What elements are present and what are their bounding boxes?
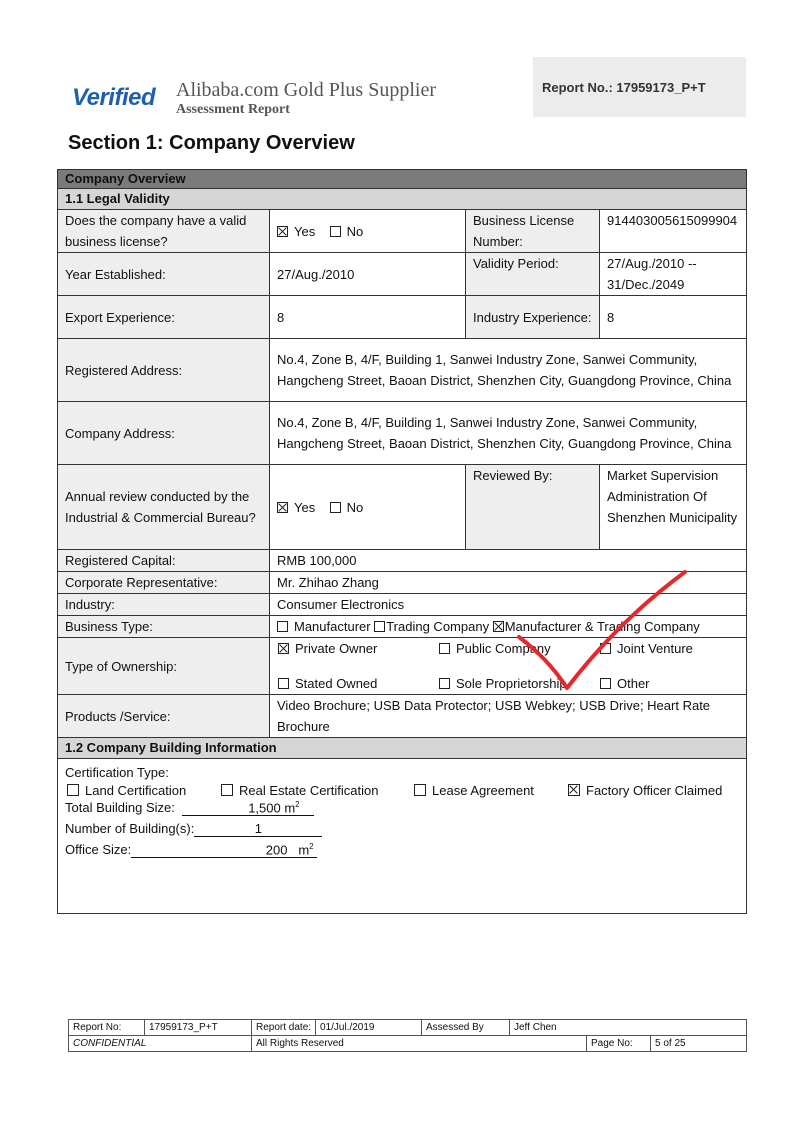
checkbox-icon[interactable] xyxy=(414,784,426,796)
office-size-value: 200 m xyxy=(265,842,310,857)
superscript: 2 xyxy=(295,799,300,809)
building-info-heading: 1.2 Company Building Information xyxy=(58,738,747,759)
total-building-size-label: Total Building Size: xyxy=(65,800,175,815)
year-established-label: Year Established: xyxy=(58,253,270,296)
business-type-options xyxy=(270,616,747,638)
checkbox-checked-icon[interactable] xyxy=(493,621,504,632)
reviewed-by-value: Market Supervision Administration Of Shenzhen Municipality xyxy=(600,465,747,550)
business-license-value: 914403005615099904 xyxy=(600,210,747,253)
joint-venture-label: Joint Venture xyxy=(617,641,693,656)
footer-table xyxy=(68,1019,747,1052)
industry-experience-label: Industry Experience: xyxy=(466,296,600,339)
industry-experience-value: 8 xyxy=(600,296,747,339)
registered-address-value: No.4, Zone B, 4/F, Building 1, Sanwei Industry Zone, Sanwei Community, Hangcheng Street, Baoan District, Shenzhen City, Guangdong Province, China xyxy=(270,339,747,402)
industry-label: Industry: xyxy=(58,594,270,616)
office-size-label: Office Size: xyxy=(65,842,132,857)
yes-label: Yes xyxy=(294,223,316,239)
building-info-body xyxy=(58,759,747,914)
table-row xyxy=(58,210,747,253)
business-type-label: Business Type: xyxy=(58,616,270,638)
table-row xyxy=(58,550,747,572)
table-row xyxy=(58,638,747,695)
checkbox-checked-icon[interactable] xyxy=(278,643,289,654)
checkbox-icon[interactable] xyxy=(439,678,450,689)
table-row xyxy=(58,594,747,616)
table-row xyxy=(58,402,747,465)
ownership-options xyxy=(270,638,747,695)
validity-period-label: Validity Period: xyxy=(466,253,600,296)
legal-validity-row xyxy=(58,189,747,210)
license-question: Does the company have a valid business license? xyxy=(58,210,270,253)
total-building-size-value: 1,500 m xyxy=(248,800,296,815)
table-row xyxy=(58,465,747,550)
year-established-value: 27/Aug./2010 xyxy=(270,253,466,296)
report-number: Report No.: 17959173_P+T xyxy=(542,80,706,95)
company-overview-table xyxy=(57,169,747,914)
checkbox-icon[interactable] xyxy=(439,643,450,654)
lease-agreement-label: Lease Agreement xyxy=(432,783,534,798)
footer-page-value: 5 of 25 xyxy=(651,1036,747,1052)
products-label: Products /Service: xyxy=(58,695,270,738)
footer-assessed-value: Jeff Chen xyxy=(510,1020,747,1036)
footer-report-no-label: Report No: xyxy=(69,1020,145,1036)
table-row xyxy=(58,296,747,339)
no-label: No xyxy=(346,499,364,515)
ownership-label: Type of Ownership: xyxy=(58,638,270,695)
state-owned-label: Stated Owned xyxy=(295,676,378,691)
checkbox-checked-icon[interactable] xyxy=(277,226,288,237)
checkbox-checked-icon[interactable] xyxy=(568,784,580,796)
checkbox-icon[interactable] xyxy=(330,226,341,237)
report-number-box xyxy=(533,57,746,117)
checkbox-checked-icon[interactable] xyxy=(277,502,288,513)
corporate-representative-label: Corporate Representative: xyxy=(58,572,270,594)
checkbox-icon[interactable] xyxy=(600,643,611,654)
checkbox-icon[interactable] xyxy=(374,621,385,632)
section-title: Section 1: Company Overview xyxy=(68,132,355,154)
table-row xyxy=(58,572,747,594)
company-address-label: Company Address: xyxy=(58,402,270,465)
legal-validity-heading: 1.1 Legal Validity xyxy=(58,189,747,210)
footer-assessed-label: Assessed By xyxy=(422,1020,510,1036)
table-row xyxy=(58,339,747,402)
business-license-label: Business License Number: xyxy=(466,210,600,253)
factory-officer-claimed-label: Factory Officer Claimed xyxy=(586,783,723,798)
real-estate-certification-label: Real Estate Certification xyxy=(239,783,379,798)
land-certification-label: Land Certification xyxy=(85,783,187,798)
table-row xyxy=(58,616,747,638)
company-address-value: No.4, Zone B, 4/F, Building 1, Sanwei Industry Zone, Sanwei Community, Hangcheng Street, Baoan District, Shenzhen City, Guangdong Province, China xyxy=(270,402,747,465)
trading-company-label: Trading Company xyxy=(386,619,490,634)
checkbox-icon[interactable] xyxy=(330,502,341,513)
products-value: Video Brochure; USB Data Protector; USB Webkey; USB Drive; Heart Rate Brochure xyxy=(270,695,747,738)
industry-value: Consumer Electronics xyxy=(270,594,747,616)
checkbox-icon[interactable] xyxy=(221,784,233,796)
certification-type-label: Certification Type: xyxy=(65,765,169,780)
checkbox-icon[interactable] xyxy=(277,621,288,632)
no-label: No xyxy=(346,223,364,239)
export-experience-value: 8 xyxy=(270,296,466,339)
manufacturer-trading-label: Manufacturer & Trading Company xyxy=(504,619,700,634)
license-answer xyxy=(270,210,466,253)
registered-capital-value: RMB 100,000 xyxy=(270,550,747,572)
table-row xyxy=(58,759,747,914)
footer-report-date-label: Report date: xyxy=(252,1020,316,1036)
registered-address-label: Registered Address: xyxy=(58,339,270,402)
footer-row xyxy=(69,1036,747,1052)
checkbox-icon[interactable] xyxy=(600,678,611,689)
number-of-buildings-value: 1 xyxy=(254,821,262,836)
header-title: Alibaba.com Gold Plus Supplier xyxy=(176,79,436,101)
checkbox-icon[interactable] xyxy=(278,678,289,689)
footer-confidential: CONFIDENTIAL xyxy=(69,1036,252,1052)
export-experience-label: Export Experience: xyxy=(58,296,270,339)
private-owner-label: Private Owner xyxy=(295,641,378,656)
validity-period-value: 27/Aug./2010 -- 31/Dec./2049 xyxy=(600,253,747,296)
table-row xyxy=(58,695,747,738)
corporate-representative-value: Mr. Zhihao Zhang xyxy=(270,572,747,594)
table-header-row xyxy=(58,170,747,189)
table-header: Company Overview xyxy=(58,170,747,189)
verified-logo: Verified xyxy=(72,84,156,111)
footer-report-no-value: 17959173_P+T xyxy=(145,1020,252,1036)
building-info-row xyxy=(58,738,747,759)
table-row xyxy=(58,253,747,296)
yes-label: Yes xyxy=(294,499,316,515)
other-label: Other xyxy=(617,676,650,691)
annual-review-label: Annual review conducted by the Industrial & Commercial Bureau? xyxy=(58,465,270,550)
sole-proprietorship-label: Sole Proprietorship xyxy=(456,676,567,691)
annual-review-answer xyxy=(270,465,466,550)
superscript: 2 xyxy=(309,841,314,851)
public-company-label: Public Company xyxy=(456,641,551,656)
number-of-buildings-label: Number of Building(s): xyxy=(65,821,195,836)
footer-rights: All Rights Reserved xyxy=(252,1036,587,1052)
footer-page-label: Page No: xyxy=(587,1036,651,1052)
header-subtitle: Assessment Report xyxy=(176,102,290,117)
reviewed-by-label: Reviewed By: xyxy=(466,465,600,550)
checkbox-icon[interactable] xyxy=(67,784,79,796)
footer-row xyxy=(69,1020,747,1036)
footer-report-date-value: 01/Jul./2019 xyxy=(316,1020,422,1036)
manufacturer-label: Manufacturer xyxy=(294,619,371,634)
registered-capital-label: Registered Capital: xyxy=(58,550,270,572)
